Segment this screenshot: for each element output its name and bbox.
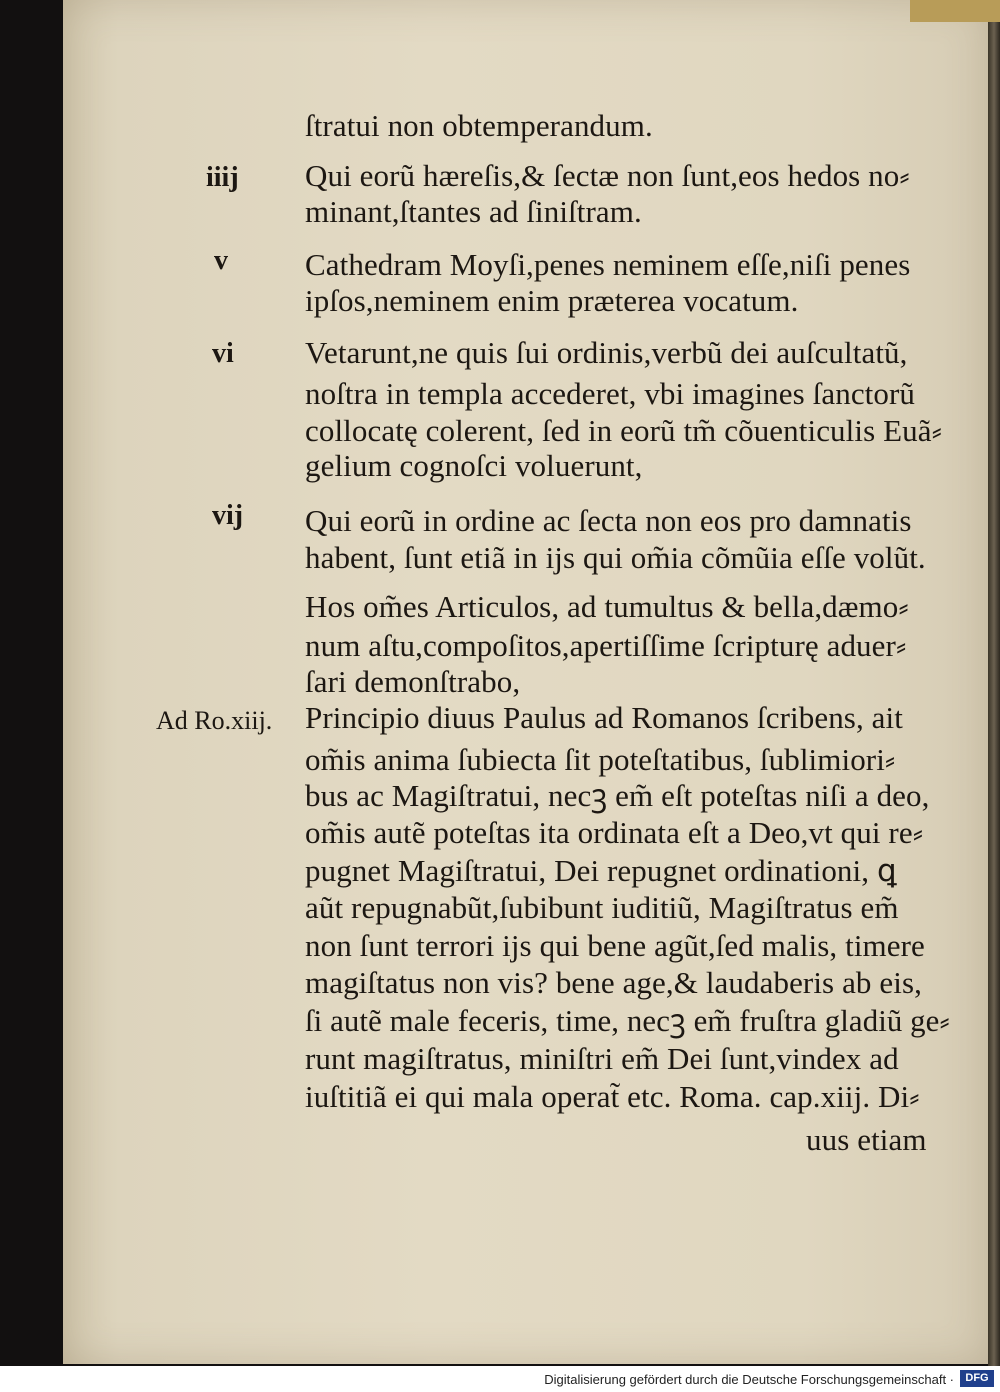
text-line: pugnet Magiſtratui, Dei repugnet ordinationi, ꝗ [305, 853, 897, 888]
page-fore-edge [988, 0, 1000, 1366]
text-line: magiſtatus non vis? bene age,& laudaberis ab eis, [305, 965, 922, 1000]
text-line: Principio diuus Paulus ad Romanos ſcribens, ait [305, 700, 903, 735]
text-line: Hos om̃es Articulos, ad tumultus & bella,dæmo⸗ [305, 589, 909, 624]
text-line: habent, ſunt etiã in ijs qui om̃ia cõmũia eſſe volũt. [305, 540, 926, 575]
text-line: Cathedram Moyſi,penes neminem eſſe,niſi penes [305, 247, 911, 282]
text-line: minant,ſtantes ad ſiniſtram. [305, 194, 642, 229]
text-line: bus ac Magiſtratui, necꝫ em̃ eſt poteſtas niſi a deo, [305, 778, 930, 813]
dfg-logo: DFG [960, 1370, 994, 1387]
text-line: Qui eorũ hæreſis,& ſectæ non ſunt,eos hedos no⸗ [305, 158, 910, 193]
footer-bar [0, 1366, 1000, 1392]
text-line: num aſtu,compoſitos,apertiſſime ſcripturę aduer⸗ [305, 628, 907, 663]
margin-numeral: vi [212, 338, 234, 369]
text-line: om̃is autẽ poteſtas ita ordinata eſt a Deo,vt qui re⸗ [305, 815, 924, 850]
text-line: aũt repugnabũt,ſubibunt iuditiũ, Magiſtratus em̃ [305, 890, 899, 925]
margin-numeral: v [214, 245, 228, 276]
text-line: om̃is anima ſubiecta ſit poteſtatibus, ſublimiori⸗ [305, 742, 896, 777]
text-line: noſtra in templa accederet, vbi imagines ſanctorũ [305, 376, 916, 411]
footer-credit: Digitalisierung gefördert durch die Deutsche Forschungsgemeinschaft · [544, 1372, 954, 1387]
margin-numeral: vij [212, 500, 244, 531]
page-corner [910, 0, 1000, 22]
text-line: ſtratui non obtemperandum. [305, 108, 653, 143]
text-line: ſi autẽ male feceris, time, necꝫ em̃ fruſtra gladiũ ge⸗ [305, 1003, 950, 1038]
text-line: ſari demonſtrabo, [305, 664, 521, 699]
text-line: non ſunt terrori ijs qui bene agũt,ſed malis, timere [305, 928, 925, 963]
margin-numeral: iiij [206, 162, 239, 193]
text-line: runt magiſtratus, miniſtri em̃ Dei ſunt,vindex ad [305, 1041, 899, 1076]
margin-reference: Ad Ro.xiij. [156, 706, 273, 735]
text-line: Qui eorũ in ordine ac ſecta non eos pro damnatis [305, 503, 912, 538]
text-line: collocatę colerent, ſed in eorũ tm̃ cõuenticulis Euã⸗ [305, 413, 943, 448]
catchword: uus etiam [806, 1122, 927, 1157]
text-line: ipſos,neminem enim præterea vocatum. [305, 283, 799, 318]
text-line: gelium cognoſci voluerunt, [305, 448, 643, 483]
text-line: Vetarunt,ne quis ſui ordinis,verbũ dei auſcultatũ, [305, 335, 908, 370]
text-line: iuſtitiã ei qui mala operat̃ etc. Roma. cap.xiij. Di⸗ [305, 1079, 920, 1114]
